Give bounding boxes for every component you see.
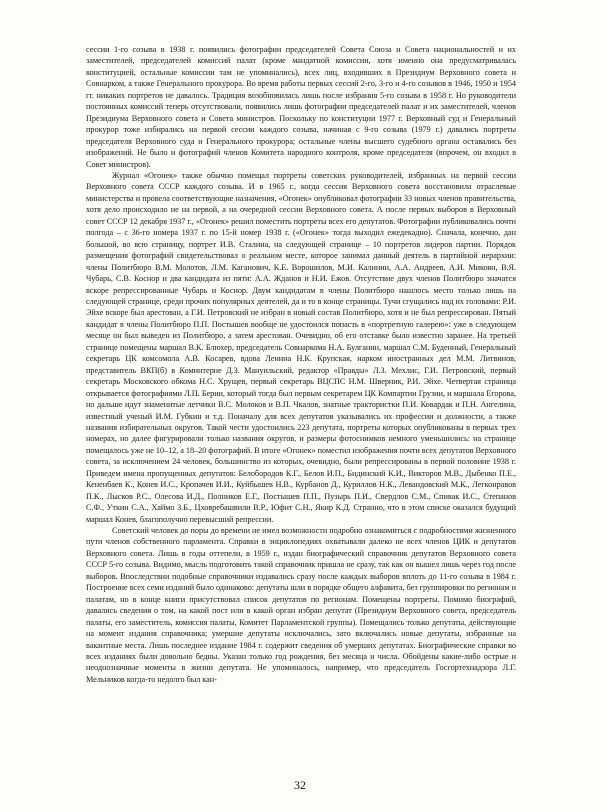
paragraph-2: Журнал «Огонек» также обычно помещал портреты советских руководителей, избранных на первой сессии Верховного совета СССР каждого созыва. И в 1965 г., когда сессия Верховного совета восстановила отраслевые министерства и провела соответствующие назначения, «Огонек» опубликовал фотографии 33 новых членов правительства, хотя дело происходило не на первой, а на очередной сессии Верховного совета. А после первых выборов в Верховный совет СССР 12 декабря 1937 г., «Огонек» решил поместить портреты всех его депутатов. Фотографии публиковались почти полгода – с 36-го номера 1937 г. по 15-й номер 1938 г. («Огонек» тогда выходил ежедекадно). Сначала, конечно, дан большой, во всю страницу, портрет И.В. Сталина, на следующей странице – 10 портретов лидеров партии. Порядок размещения фотографий свидетельствовал о реальном месте, которое занимал данный деятель в партийной иерархии: члены Политбюро В.М. Молотов, Л.М. Каганович, К.Е. Ворошилов, М.И. Калинин, А.А. Андреев, А.И. Микоян, В.Я. Чубарь, С.В. Коснор и два кандидата из пяти: А.А. Жданов и Н.И. Ежов. Отсутствие двух членов Политбюро значатся вскоре репрессированные Чубарь и Косиор. Двум кандидатам в члены Политбюро нашлось место только лишь на следующей странице, среди прочих популярных деятелей, да и то в конце страницы. Тучи сгущались над их головами: Р.И. Эйхе вскоре был арестован, а Г.И. Петровский не избран в новый состав Политбюро, хотя и не был репрессирован. Пятый кандидат в члены Политбюро П.П. Постышев вообще не удостоился попасть в «портретную галерею»: уже в следующем месяце он был выведен из Политбюро, а затем арестован. Очевидно, об его отставке было известно заранее. На третьей странице помещены маршал В.К. Блюхер, председатель Совнаркома Н.А. Булганин, маршал С.М. Буденный, Генеральный секретарь ЦК комсомола А.В. Косарев, вдова Ленина Н.К. Крупская, нарком иностранных дел М.М. Литвинов, представитель ВКП(б) в Коминтерне Д.З. Мануильский, редактор «Правды» Л.З. Мехлис, Г.И. Петровский, первый секретарь Московского обкома Н.С. Хрущев, первый секретарь ВЦСПС Н.М. Шверник, Р.И. Эйхе. Четвертая страница открывается фотографиями Л.П. Берии, который тогда был первым секретарем ЦК Компартии Грузии, и маршала Егорова, но дальше идут знаменитые летчики В.С. Молоков и В.П. Чкалов, знатные трактористки П.И. Ковардак и П.Н. Ангелина, известный ученый И.М. Губкин и т.д. Поначалу для всех депутатов указывались их профессии и должности, а также названия избирательных округов. Такой чести удостоились 223 депутата, портреты которых опубликованы в первых трех номерах, но далее фигурировали только названия округов, и размеры фотоснимков немного уменьшились: на странице помещалось уже не 10–12, а 18–20 фотографий. В итоге «Огонек» поместил изображения почти всех депутатов Верховного совета, за исключением 24 человек, большинство из которых, очевидно, были репрессированы в первой половине 1938 г. Приведем имена пропущенных депутатов: Белобородов К.Г., Белов И.П., Бидинский К.И., Викторов М.В., Дыбенко П.Е., Кененбаев К., Конев И.С., Кропачев И.И., Куйбышев Н.В., Курбанов Д., Куриллов Н.К., Левандовский М.К., Легконравов П.К., Лысков Р.С., Олесова И.Д., Полников Е.Г., Постышев П.П., Пузырь П.И., Свердлов С.М., Спивак И.С., Степанов С.Ф., Уткин С.А., Хаймо З.Б., Цховребашвили В.Р., Юфит С.Н., Якир К.Д. Странно, что в этом списке оказался будущий маршал Конев, благополучно перевысший репрессии. [86, 170, 516, 524]
page-number: 32 [294, 778, 306, 792]
document-body [86, 44, 516, 685]
paragraph-1: сессии 1-го созыва в 1938 г. появились фотографии председателей Совета Союза и Совета национальностей и их заместителей, председателей комиссий палат (кроме мандатной комиссии, хотя именно она предусматривалась конституцией, остальные комиссии там не упоминались), всех лиц, входивших в Президиум Верховного совета и Совнарком, а также Генерального прокурора. Во время работы первых сессий 2-го, 3-го и 4-го созывов в 1946, 1950 и 1954 гг. никаких портретов не давалось. Традиция возобновилась лишь после избрания 5-го созыва в 1958 г. Но руководители постоянных комиссий теперь отсутствовали, появились лишь фотографии председателей палат и их заместителей, членов Президиума Верховного совета и Совета министров. Поскольку по конституции 1977 г. Верховный суд и Генеральный прокурор тоже избирались на первой сессии каждого созыва, начиная с 9-го созыва (1979 г.) давались портреты председателя Верховного суда и Генерального прокурора; остальные члены высшего судебного органа оставались без изображений. Не было и фотографий членов Комитета народного контроля, кроме председателя (впрочем, он входил в Совет министров). [86, 45, 516, 169]
paragraph-3: Советский человек до поры до времени не имел возможности подробно ознакомиться с подробностями жизненного пути членов собственного парламента. Справки в энциклопедиях охватывали далеко не всех членов ЦИК и депутатов Верховного совета. Лишь в годы оттепели, в 1959 г., издан биографический справочник депутатов Верховного совета СССР 5-го созыва. Видимо, мысль подготовить такой справочник пришла не сразу, так как он вышел лишь через год после выборов. Впоследствии подобные справочники издавались сразу после каждых выборов вплоть до 11-го созыва в 1984 г. Построение всех семи изданий было одинаково: депутаты шли в порядке общего алфавита, без группировки по регионам и палатам, но в конце книги присутствовал список депутатов по регионам. Помещены портреты. Помимо биографий, давались сведения о том, на какой пост или в какой орган избран депутат (Президиум Верховного совета, председатель палаты, его заместитель, комиссия палаты, Комитет Парламентской группы). Помещались только депутаты, действующие на момент издания справочника; умершие депутаты исключались, зато включались новые депутаты, избранные на вакантные места. Лишь последнее издание 1984 г. содержит сведения об умерших депутатах. Биографические справки во всех изданиях были довольно бедны. Указан только год рождения, без месяца и числа. Обойдены какие-либо острые и неоднозначные моменты в жизни депутата. Не упоминалось, например, что председатель Госгортехнадзора Л.Г. Мельников когда-то недолго был кан- [86, 526, 516, 684]
